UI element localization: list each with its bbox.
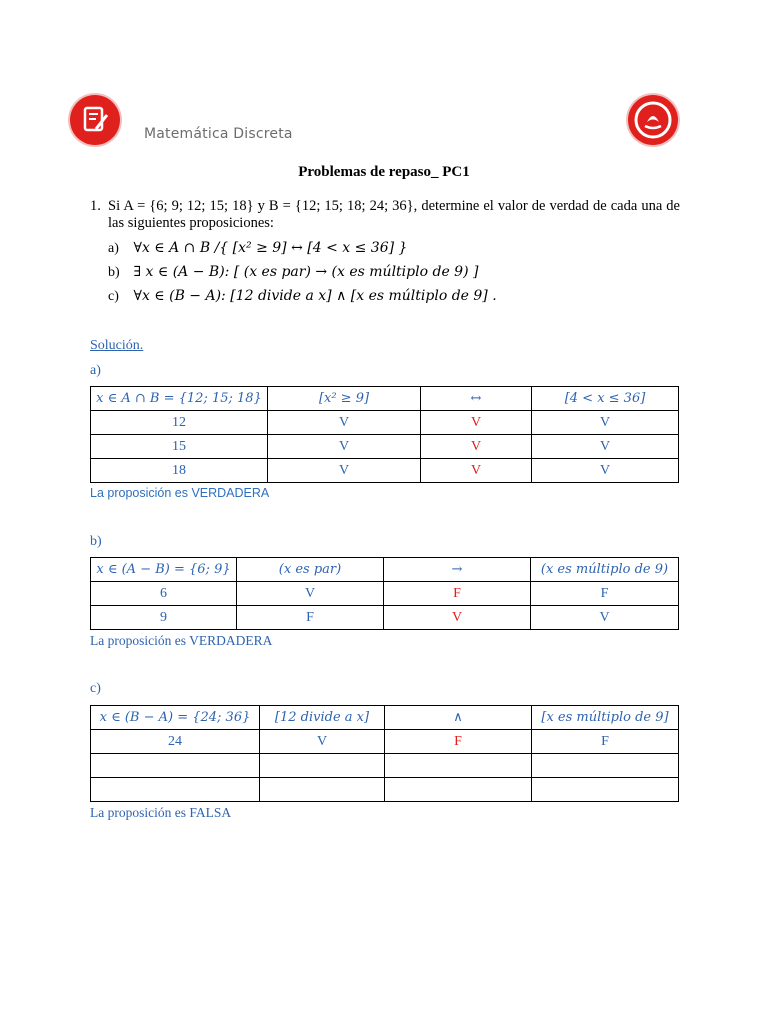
table-cell: 15 [91, 435, 268, 459]
table-cell: V [532, 435, 679, 459]
table-cell: V [268, 435, 421, 459]
table-cell: F [385, 730, 532, 754]
table-cell: V [384, 606, 531, 630]
solution-heading: Solución. [90, 338, 144, 353]
table-cell: 18 [91, 459, 268, 483]
page-title: Problemas de repaso_ PC1 [298, 164, 470, 180]
table-cell: 6 [91, 582, 237, 606]
table-row [91, 778, 679, 802]
table-cell: 9 [91, 606, 237, 630]
table-cell: F [532, 730, 679, 754]
part-c-label: c) [90, 681, 101, 696]
table-cell [260, 754, 385, 778]
conclusion-b: La proposición es VERDADERA [90, 633, 273, 648]
header-cell: → [384, 558, 531, 582]
proposition-c [108, 288, 497, 305]
table-cell: V [532, 459, 679, 483]
table-cell: F [237, 606, 384, 630]
table-cell: F [531, 582, 679, 606]
part-b-label: b) [90, 534, 102, 549]
header-cell: x ∈ (B − A) = {24; 36} [91, 706, 260, 730]
table-cell: V [532, 411, 679, 435]
question-text: Si A = {6; 9; 12; 15; 18} y B = {12; 15; 18; 24; 36}, determine el valor de verdad de cada una de las siguientes proposiciones: [108, 198, 680, 231]
table-header-row [91, 558, 679, 582]
table-cell [385, 778, 532, 802]
truth-table-b [90, 557, 679, 630]
table-cell: F [384, 582, 531, 606]
table-row [91, 730, 679, 754]
truth-table-a [90, 386, 679, 483]
table-header-row [91, 706, 679, 730]
header-cell: (x es múltiplo de 9) [531, 558, 679, 582]
table-cell: V [260, 730, 385, 754]
header-cell: x ∈ A ∩ B = {12; 15; 18} [91, 387, 268, 411]
proposition-text: ∀x ∈ A ∩ B /{ [x² ≥ 9] ↔ [4 < x ≤ 36] } [133, 240, 408, 256]
table-cell [91, 778, 260, 802]
question-number: 1. [90, 198, 101, 214]
table-cell: V [531, 606, 679, 630]
table-row [91, 411, 679, 435]
header-cell: ∧ [385, 706, 532, 730]
proposition-text: ∀x ∈ (B − A): [12 divide a x] ∧ [x es múltiplo de 9] . [133, 288, 497, 304]
question-statement [90, 198, 680, 232]
table-cell: 12 [91, 411, 268, 435]
header-cell: ↔ [421, 387, 532, 411]
header-cell: x ∈ (A − B) = {6; 9} [91, 558, 237, 582]
table-row [91, 459, 679, 483]
conclusion-c: La proposición es FALSA [90, 805, 232, 820]
table-row [91, 435, 679, 459]
table-cell: V [237, 582, 384, 606]
table-cell: V [421, 435, 532, 459]
table-row [91, 754, 679, 778]
table-row [91, 606, 679, 630]
table-cell [532, 778, 679, 802]
university-flame-icon [628, 95, 678, 145]
table-cell: V [268, 459, 421, 483]
table-header-row [91, 387, 679, 411]
header-cell: [x² ≥ 9] [268, 387, 421, 411]
proposition-label: c) [108, 289, 119, 304]
proposition-b [108, 264, 478, 281]
table-cell: 24 [91, 730, 260, 754]
part-a-label: a) [90, 363, 101, 378]
table-cell: V [268, 411, 421, 435]
table-cell [91, 754, 260, 778]
course-name: Matemática Discreta [144, 126, 293, 142]
header-cell: [4 < x ≤ 36] [532, 387, 679, 411]
header-cell: [x es múltiplo de 9] [532, 706, 679, 730]
proposition-label: b) [108, 265, 120, 280]
table-row [91, 582, 679, 606]
table-cell [260, 778, 385, 802]
table-cell: V [421, 459, 532, 483]
proposition-label: a) [108, 241, 119, 256]
table-cell [385, 754, 532, 778]
proposition-a [108, 240, 407, 257]
truth-table-c [90, 705, 679, 802]
header-cell: [12 divide a x] [260, 706, 385, 730]
conclusion-a: La proposición es VERDADERA [90, 486, 270, 500]
header-cell: (x es par) [237, 558, 384, 582]
table-cell: V [421, 411, 532, 435]
proposition-text: ∃ x ∈ (A − B): [ (x es par) → (x es múltiplo de 9) ] [133, 264, 479, 280]
edit-note-icon [70, 95, 120, 145]
table-cell [532, 754, 679, 778]
